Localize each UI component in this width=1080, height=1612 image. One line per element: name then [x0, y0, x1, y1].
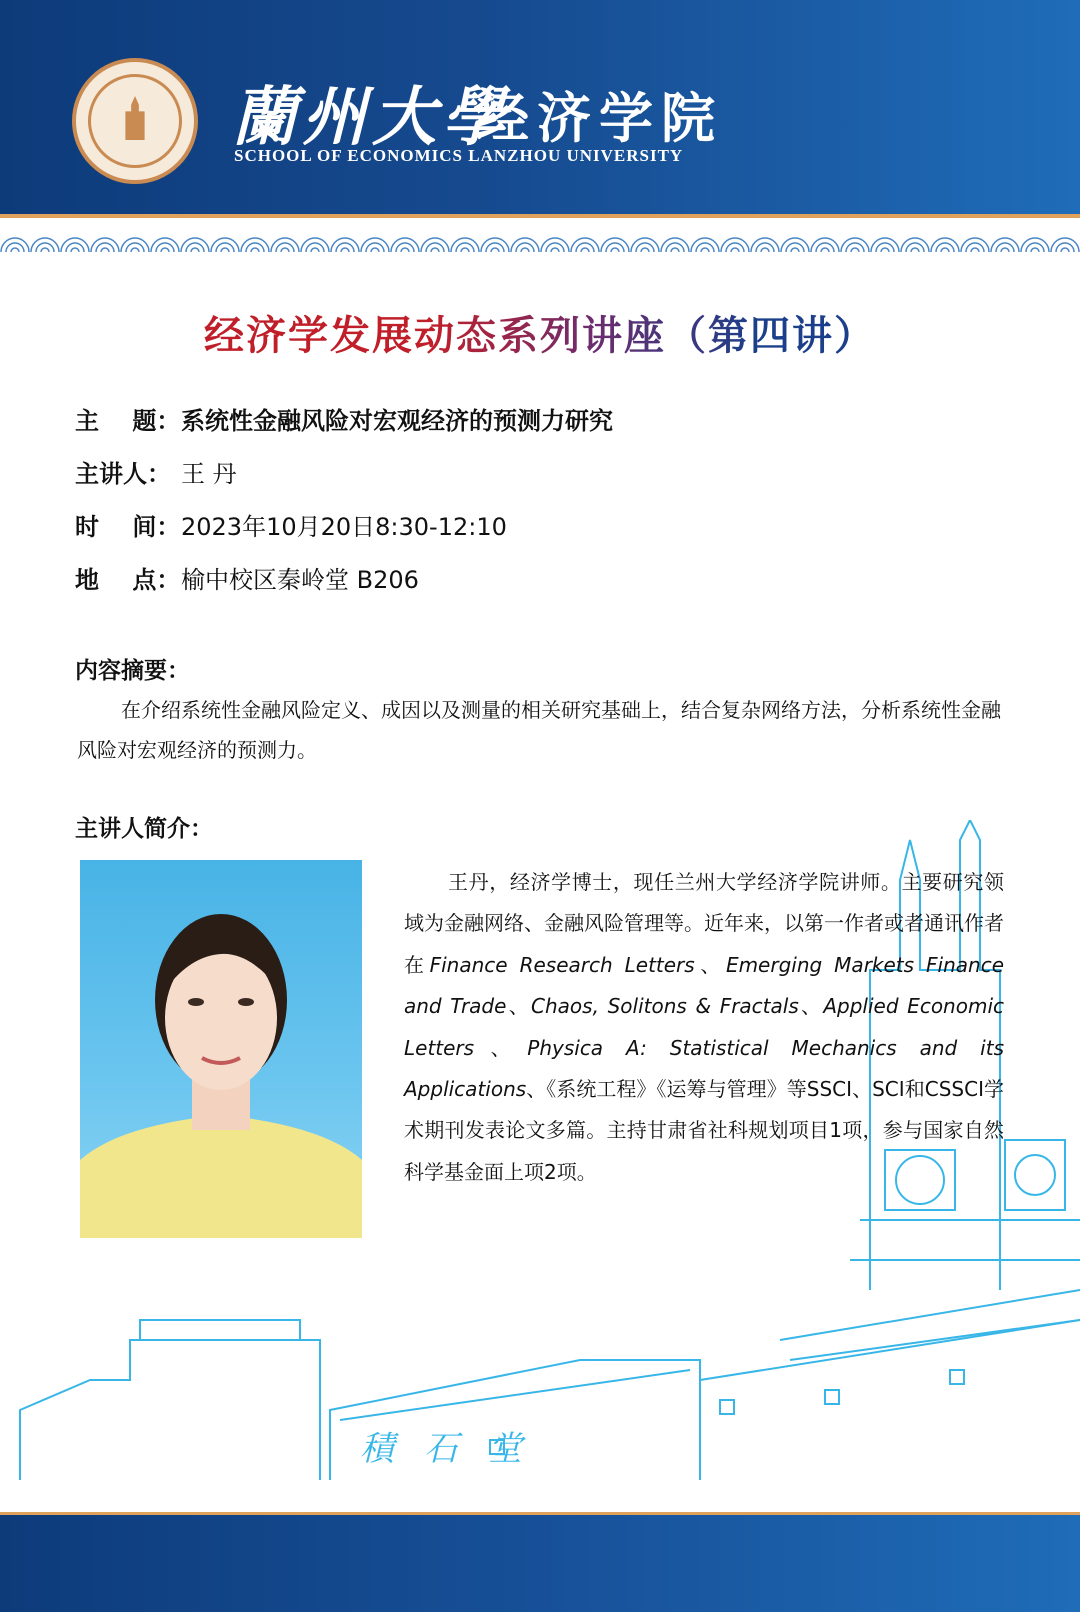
- building-sign-text: 積石堂: [360, 1429, 552, 1469]
- separator: 、: [474, 1035, 528, 1060]
- speaker-value: 王 丹: [181, 460, 237, 488]
- topic-value: 系统性金融风险对宏观经济的预测力研究: [181, 407, 613, 435]
- header-banner: [0, 0, 1080, 218]
- university-name: 蘭州大學: [232, 80, 512, 155]
- separator: 、: [694, 952, 726, 977]
- info-row-speaker: [75, 458, 237, 490]
- separator: 、: [506, 994, 532, 1019]
- school-name-en: SCHOOL OF ECONOMICS LANZHOU UNIVERSITY: [234, 146, 684, 165]
- info-row-topic: [75, 405, 613, 437]
- abstract-heading: 内容摘要：: [75, 658, 190, 684]
- speaker-label: 主讲人：: [75, 460, 171, 488]
- school-name-cn: 经济学院: [475, 86, 723, 150]
- time-value: 2023年10月20日8:30-12:10: [181, 513, 507, 541]
- place-value: 榆中校区秦岭堂 B206: [181, 566, 419, 594]
- speaker-photo: [80, 860, 362, 1238]
- bio-heading: 主讲人简介：: [75, 816, 213, 842]
- decorative-wave-band: [0, 222, 1080, 252]
- speaker-portrait-illustration: [80, 860, 362, 1238]
- journal-emerging-markets: Emerging Markets Finance and Trade: [404, 952, 1005, 1019]
- info-row-time: [75, 511, 507, 543]
- abstract-text: 在介绍系统性金融风险定义、成因以及测量的相关研究基础上，结合复杂网络方法，分析系统性金融风险对宏观经济的预测力。: [77, 698, 1001, 762]
- journal-chaos-solitons: Chaos, Solitons & Fractals: [531, 994, 799, 1019]
- footer-banner: [0, 1512, 1080, 1612]
- speaker-bio: [404, 862, 1004, 1193]
- bio-text-1: 王丹，经济学博士，现任兰州大学经济学院讲师。主要研究领域为金融网络、金融风险管理等。近年来，以第一作者或者通讯作者在: [404, 870, 1004, 977]
- separator: 、: [798, 994, 824, 1019]
- time-label: 时 间：: [75, 513, 181, 541]
- journal-finance-research-letters: Finance Research Letters: [429, 952, 695, 977]
- info-row-place: [75, 564, 419, 596]
- journal-applied-economic-letters: Applied Economic Letters: [404, 994, 1004, 1060]
- journal-physica-a: Physica A: Statistical Mechanics and its Applications: [404, 1035, 1005, 1102]
- university-seal-logo: [72, 58, 198, 184]
- lecture-series-title: 经济学发展动态系列讲座（第四讲）: [0, 304, 1080, 361]
- place-label: 地 点：: [75, 566, 181, 594]
- topic-label: 主 题：: [75, 407, 181, 435]
- bio-text-2: 、《系统工程》《运筹与管理》等SSCI、SCI和CSSCI学术期刊发表论文多篇。主持甘肃省社科规划项目1项，参与国家自然科学基金面上项2项。: [404, 1077, 1004, 1184]
